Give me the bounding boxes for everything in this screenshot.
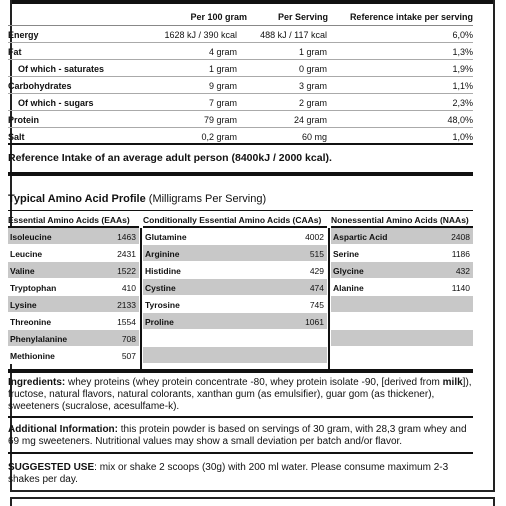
amino-value: 1463 bbox=[117, 232, 136, 242]
amino-row bbox=[8, 296, 139, 313]
empty-cell bbox=[331, 330, 473, 347]
nutrient-name: Of which - saturates bbox=[18, 64, 105, 74]
nutrient-name: Salt bbox=[8, 132, 25, 142]
additional-info-text bbox=[8, 424, 473, 448]
empty-cell bbox=[143, 330, 327, 347]
amino-row bbox=[143, 313, 327, 330]
amino-value: 410 bbox=[121, 283, 136, 293]
next-panel-edge bbox=[10, 497, 495, 506]
amino-name: Valine bbox=[10, 266, 35, 276]
amino-value: 515 bbox=[309, 249, 324, 259]
amino-row bbox=[331, 262, 473, 279]
nutrient-per-100: 1 gram bbox=[208, 64, 237, 74]
nutrition-row-sugars bbox=[8, 94, 473, 111]
reference-intake-note: Reference Intake of an average adult person (8400kJ / 2000 kcal). bbox=[8, 152, 332, 164]
amino-value: 507 bbox=[121, 351, 136, 361]
empty-cell bbox=[331, 296, 473, 313]
amino-row bbox=[143, 279, 327, 296]
amino-value: 708 bbox=[121, 334, 136, 344]
amino-name: Aspartic Acid bbox=[333, 232, 388, 242]
amino-name: Methionine bbox=[10, 351, 55, 361]
amino-name: Cystine bbox=[145, 283, 176, 293]
amino-name: Leucine bbox=[10, 249, 43, 259]
nutrient-per-100: 1628 kJ / 390 kcal bbox=[164, 30, 237, 40]
nutrition-row-energy bbox=[8, 26, 473, 43]
ingredients-part-a: whey proteins (whey protein concentrate -80, whey protein isolate -90, [derived from bbox=[65, 377, 443, 388]
nutrient-name: Of which - sugars bbox=[18, 98, 94, 108]
additional-info-body: this protein powder is based on servings of 30 gram, with 28,3 gram whey and 69 mg sweeteners. Nutritional values may show a small deviation per batch and/or flavor. bbox=[8, 424, 467, 447]
caa-header: Conditionally Essential Amino Acids (CAAs) bbox=[143, 211, 327, 228]
naa-column bbox=[331, 211, 473, 369]
nutrition-row-salt bbox=[8, 128, 473, 145]
nutrient-per-serving: 488 kJ / 117 kcal bbox=[260, 30, 327, 40]
nutrient-name: Carbohydrates bbox=[8, 81, 72, 91]
amino-name: Tryptophan bbox=[10, 283, 57, 293]
amino-value: 2431 bbox=[117, 249, 136, 259]
amino-value: 1061 bbox=[305, 317, 324, 327]
ingredients-text bbox=[8, 377, 473, 413]
nutrient-per-100: 0,2 gram bbox=[201, 132, 237, 142]
caa-column bbox=[143, 211, 327, 369]
nutrient-per-serving: 2 gram bbox=[298, 98, 327, 108]
amino-row bbox=[143, 245, 327, 262]
amino-value: 4002 bbox=[305, 232, 324, 242]
amino-name: Threonine bbox=[10, 317, 52, 327]
nutrition-row-fat bbox=[8, 43, 473, 60]
ingredients-label: Ingredients: bbox=[8, 377, 66, 388]
amino-row bbox=[8, 347, 139, 364]
ingredients-allergen: milk bbox=[442, 377, 463, 388]
eaa-header: Essential Amino Acids (EAAs) bbox=[8, 211, 139, 228]
nutrition-table bbox=[8, 8, 473, 145]
amino-title-bold: Typical Amino Acid Profile bbox=[8, 193, 146, 205]
nutrient-per-serving: 1 gram bbox=[298, 47, 327, 57]
nutrient-per-100: 79 gram bbox=[203, 115, 237, 125]
amino-name: Glutamine bbox=[145, 232, 187, 242]
nutrient-name: Fat bbox=[8, 47, 22, 57]
amino-value: 745 bbox=[309, 300, 324, 310]
header-per-serving: Per Serving bbox=[277, 12, 328, 22]
nutrient-ref: 1,9% bbox=[452, 64, 473, 74]
nutrient-per-100: 9 gram bbox=[208, 81, 237, 91]
ingredients-part-b: ]), fructose, natural flavors, natural colorants, xanthan gum (as emulsifier), guar gom (as thickener), sweeteners (sucralose, acesulfame-k). bbox=[8, 377, 472, 412]
section-divider bbox=[8, 172, 473, 176]
nutrient-per-serving: 3 gram bbox=[298, 81, 327, 91]
amino-profile-title bbox=[8, 193, 266, 205]
amino-value: 1522 bbox=[117, 266, 136, 276]
nutrient-name: Energy bbox=[8, 30, 39, 40]
amino-row bbox=[8, 245, 139, 262]
nutrient-ref: 48,0% bbox=[447, 115, 473, 125]
nutrition-row-protein bbox=[8, 111, 473, 128]
amino-value: 1140 bbox=[451, 283, 470, 293]
suggested-use-label: SUGGESTED USE bbox=[8, 462, 95, 473]
amino-row bbox=[143, 262, 327, 279]
top-rule bbox=[12, 0, 493, 4]
nutrient-per-serving: 60 mg bbox=[301, 132, 327, 142]
amino-value: 1186 bbox=[451, 249, 470, 259]
amino-name: Alanine bbox=[333, 283, 364, 293]
amino-row bbox=[8, 313, 139, 330]
nutrient-ref: 1,3% bbox=[452, 47, 473, 57]
amino-title-rest: (Milligrams Per Serving) bbox=[145, 193, 267, 205]
section-divider bbox=[8, 369, 473, 373]
header-reference-intake: Reference intake per serving bbox=[349, 12, 473, 22]
amino-value: 2133 bbox=[117, 300, 136, 310]
additional-info-label: Additional Information: bbox=[8, 424, 118, 435]
amino-row bbox=[331, 245, 473, 262]
amino-row bbox=[8, 279, 139, 296]
nutrient-ref: 1,0% bbox=[452, 132, 473, 142]
amino-name: Glycine bbox=[333, 266, 364, 276]
nutrient-ref: 1,1% bbox=[452, 81, 473, 91]
amino-row bbox=[8, 330, 139, 347]
header-per-100: Per 100 gram bbox=[190, 12, 247, 22]
empty-cell bbox=[331, 313, 473, 330]
section-divider bbox=[8, 416, 473, 418]
amino-name: Proline bbox=[145, 317, 174, 327]
amino-name: Isoleucine bbox=[10, 232, 52, 242]
amino-value: 2408 bbox=[451, 232, 470, 242]
nutrition-header-row bbox=[8, 8, 473, 26]
amino-row bbox=[8, 228, 139, 245]
empty-cell bbox=[143, 347, 327, 364]
nutrition-row-carbohydrates bbox=[8, 77, 473, 94]
amino-name: Phenylalanine bbox=[10, 334, 68, 344]
amino-value: 429 bbox=[309, 266, 324, 276]
naa-header: Nonessential Amino Acids (NAAs) bbox=[331, 211, 473, 228]
amino-name: Lysine bbox=[10, 300, 37, 310]
nutrient-ref: 2,3% bbox=[452, 98, 473, 108]
nutrient-per-100: 4 gram bbox=[208, 47, 237, 57]
amino-acid-table bbox=[8, 210, 473, 368]
column-separator bbox=[328, 228, 330, 369]
suggested-use-body: : mix or shake 2 scoops (30g) with 200 ml water. Please consume maximum 2-3 shakes per day. bbox=[8, 462, 449, 485]
section-divider bbox=[8, 452, 473, 454]
amino-row bbox=[8, 262, 139, 279]
amino-name: Arginine bbox=[145, 249, 180, 259]
eaa-column bbox=[8, 211, 139, 369]
suggested-use-text bbox=[8, 462, 473, 486]
amino-row bbox=[331, 228, 473, 245]
empty-cell bbox=[331, 347, 473, 364]
amino-value: 474 bbox=[309, 283, 324, 293]
amino-row bbox=[331, 279, 473, 296]
nutrient-ref: 6,0% bbox=[452, 30, 473, 40]
nutrition-row-saturates bbox=[8, 60, 473, 77]
column-separator bbox=[140, 228, 142, 369]
amino-value: 432 bbox=[455, 266, 470, 276]
amino-name: Histidine bbox=[145, 266, 181, 276]
nutrient-per-100: 7 gram bbox=[208, 98, 237, 108]
amino-name: Tyrosine bbox=[145, 300, 180, 310]
nutrient-per-serving: 24 gram bbox=[293, 115, 327, 125]
amino-row bbox=[143, 296, 327, 313]
nutrient-name: Protein bbox=[8, 115, 40, 125]
amino-row bbox=[143, 228, 327, 245]
amino-value: 1554 bbox=[117, 317, 136, 327]
amino-name: Serine bbox=[333, 249, 359, 259]
nutrient-per-serving: 0 gram bbox=[298, 64, 327, 74]
